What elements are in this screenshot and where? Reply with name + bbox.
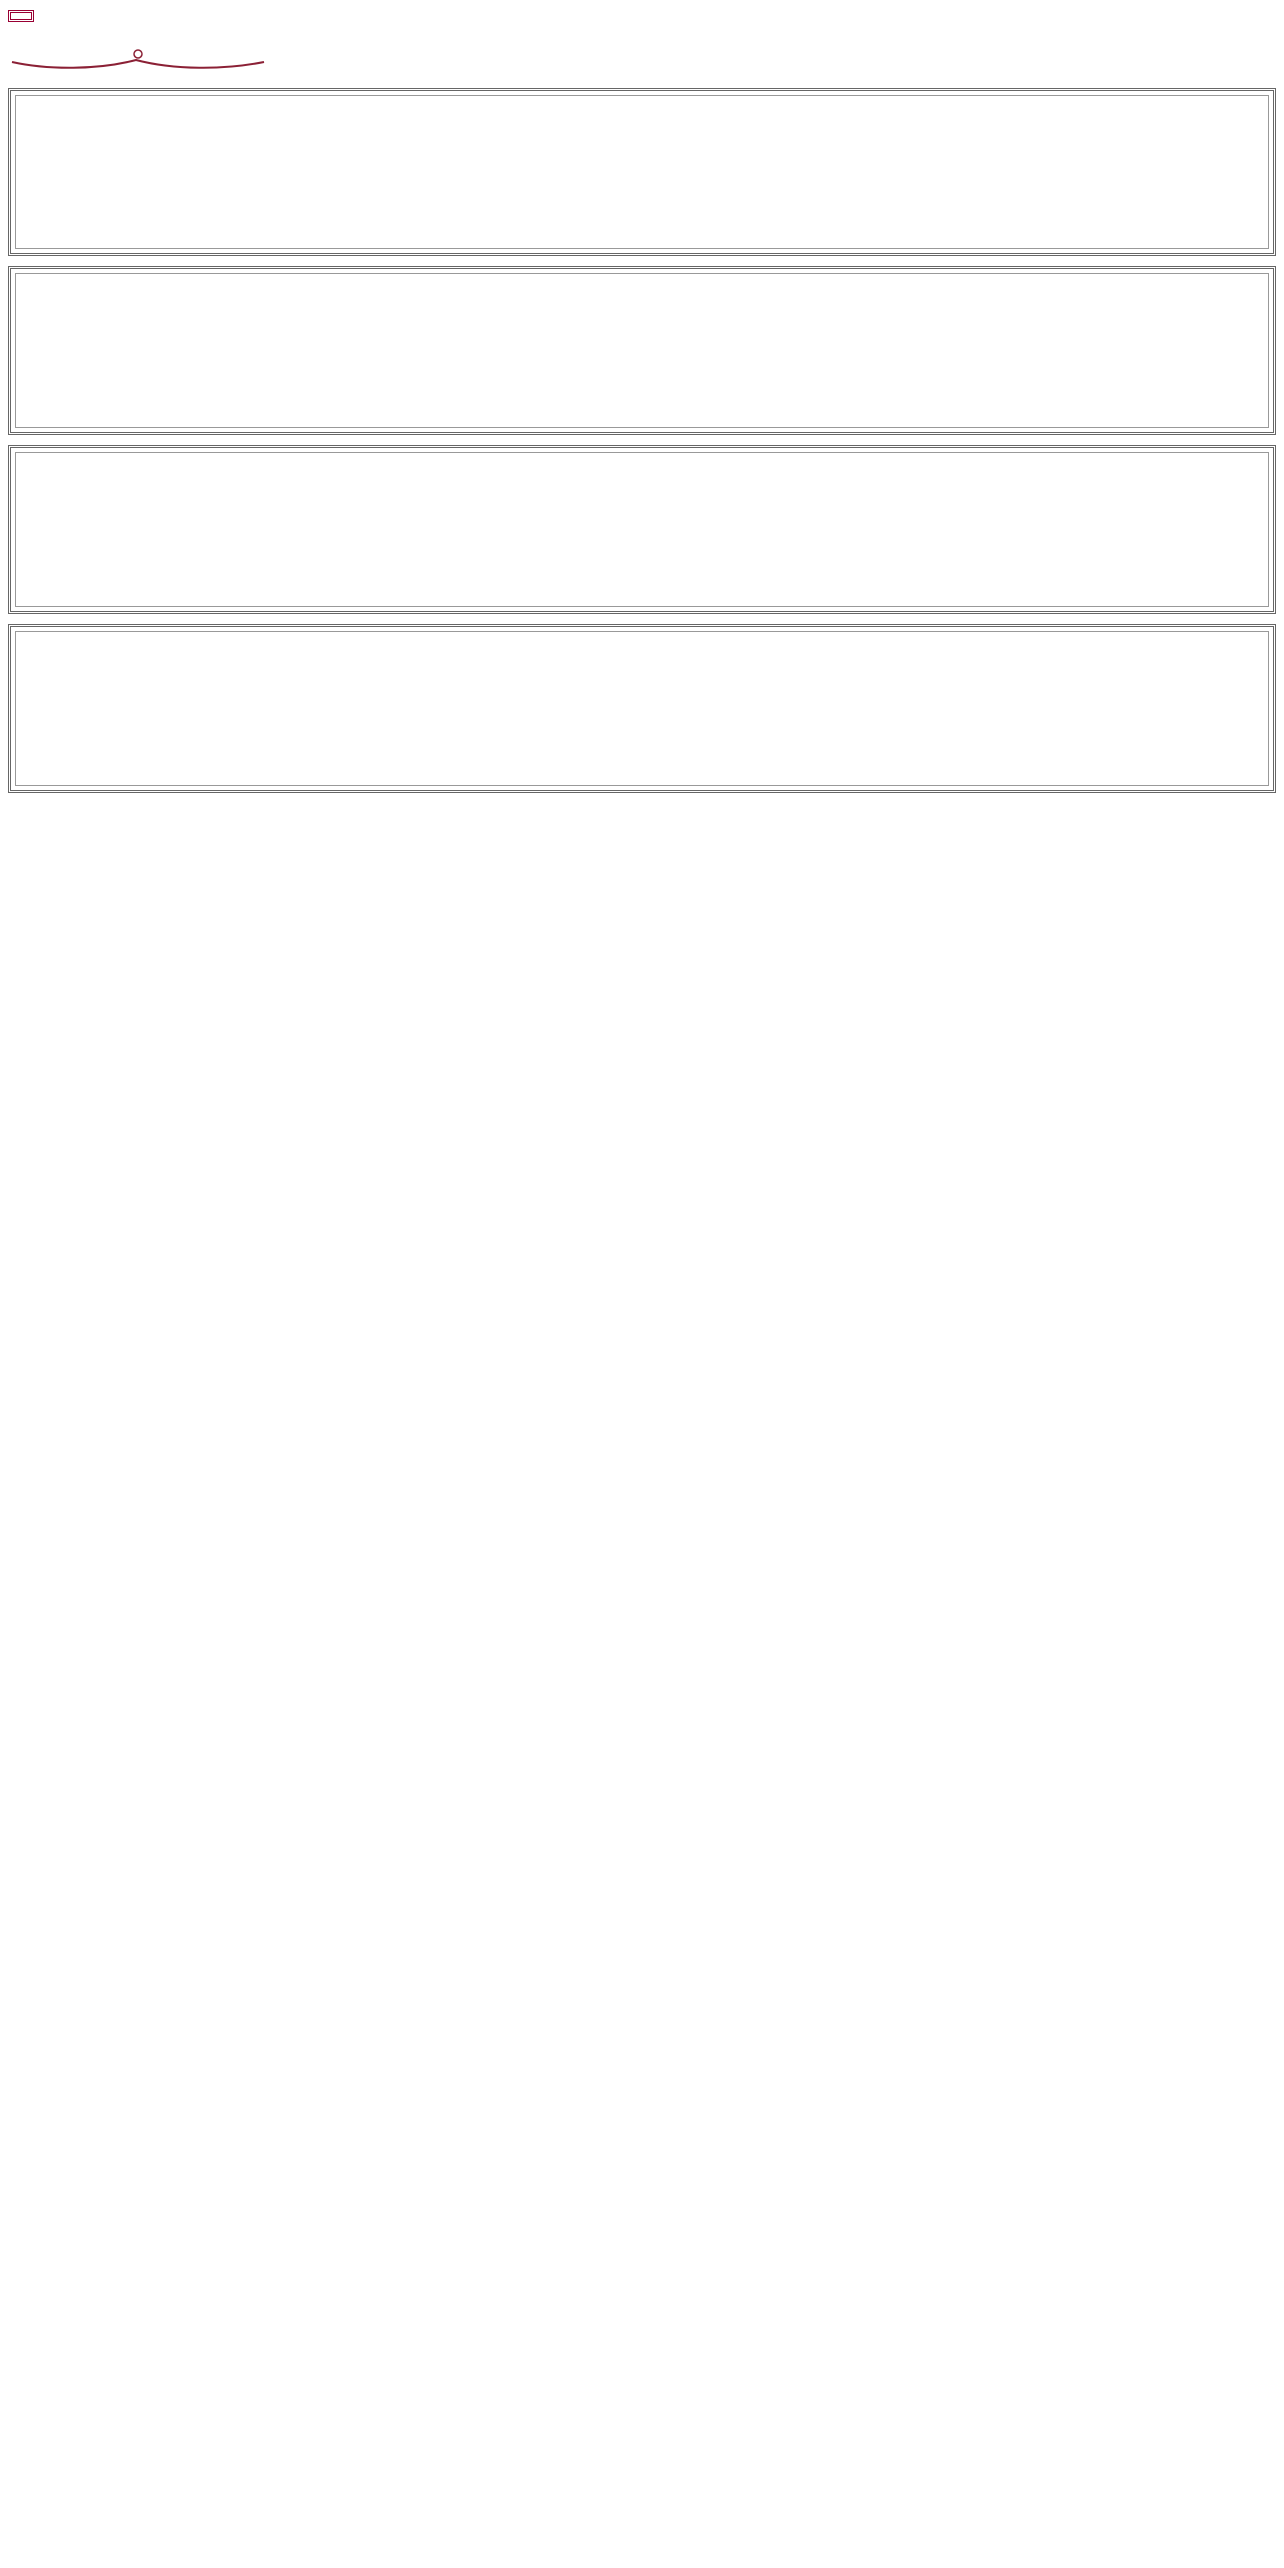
section-4-paragraph	[24, 711, 1260, 733]
section-2-paragraph	[24, 388, 1260, 410]
top-link[interactable]	[8, 10, 34, 22]
section-1-paragraph	[24, 108, 1260, 130]
decorative-flourish-icon	[8, 40, 268, 74]
section-2-paragraph	[24, 286, 1260, 308]
section-4-paragraph	[24, 678, 1260, 700]
section-1-paragraph	[24, 209, 1260, 231]
section-2-paragraph	[24, 354, 1260, 376]
section-3-paragraph	[24, 499, 1260, 521]
page	[0, 0, 1284, 823]
section-4-paragraph	[24, 745, 1260, 767]
section-1-paragraph	[24, 141, 1260, 163]
section-2	[8, 266, 1276, 435]
section-4	[8, 624, 1276, 793]
section-2-paragraph	[24, 320, 1260, 342]
section-3-paragraph	[24, 566, 1260, 588]
section-3-paragraph	[24, 465, 1260, 487]
section-1	[8, 88, 1276, 257]
section-1-paragraph	[24, 175, 1260, 197]
section-3-paragraph	[24, 533, 1260, 555]
section-4-paragraph	[24, 644, 1260, 666]
section-3	[8, 445, 1276, 614]
